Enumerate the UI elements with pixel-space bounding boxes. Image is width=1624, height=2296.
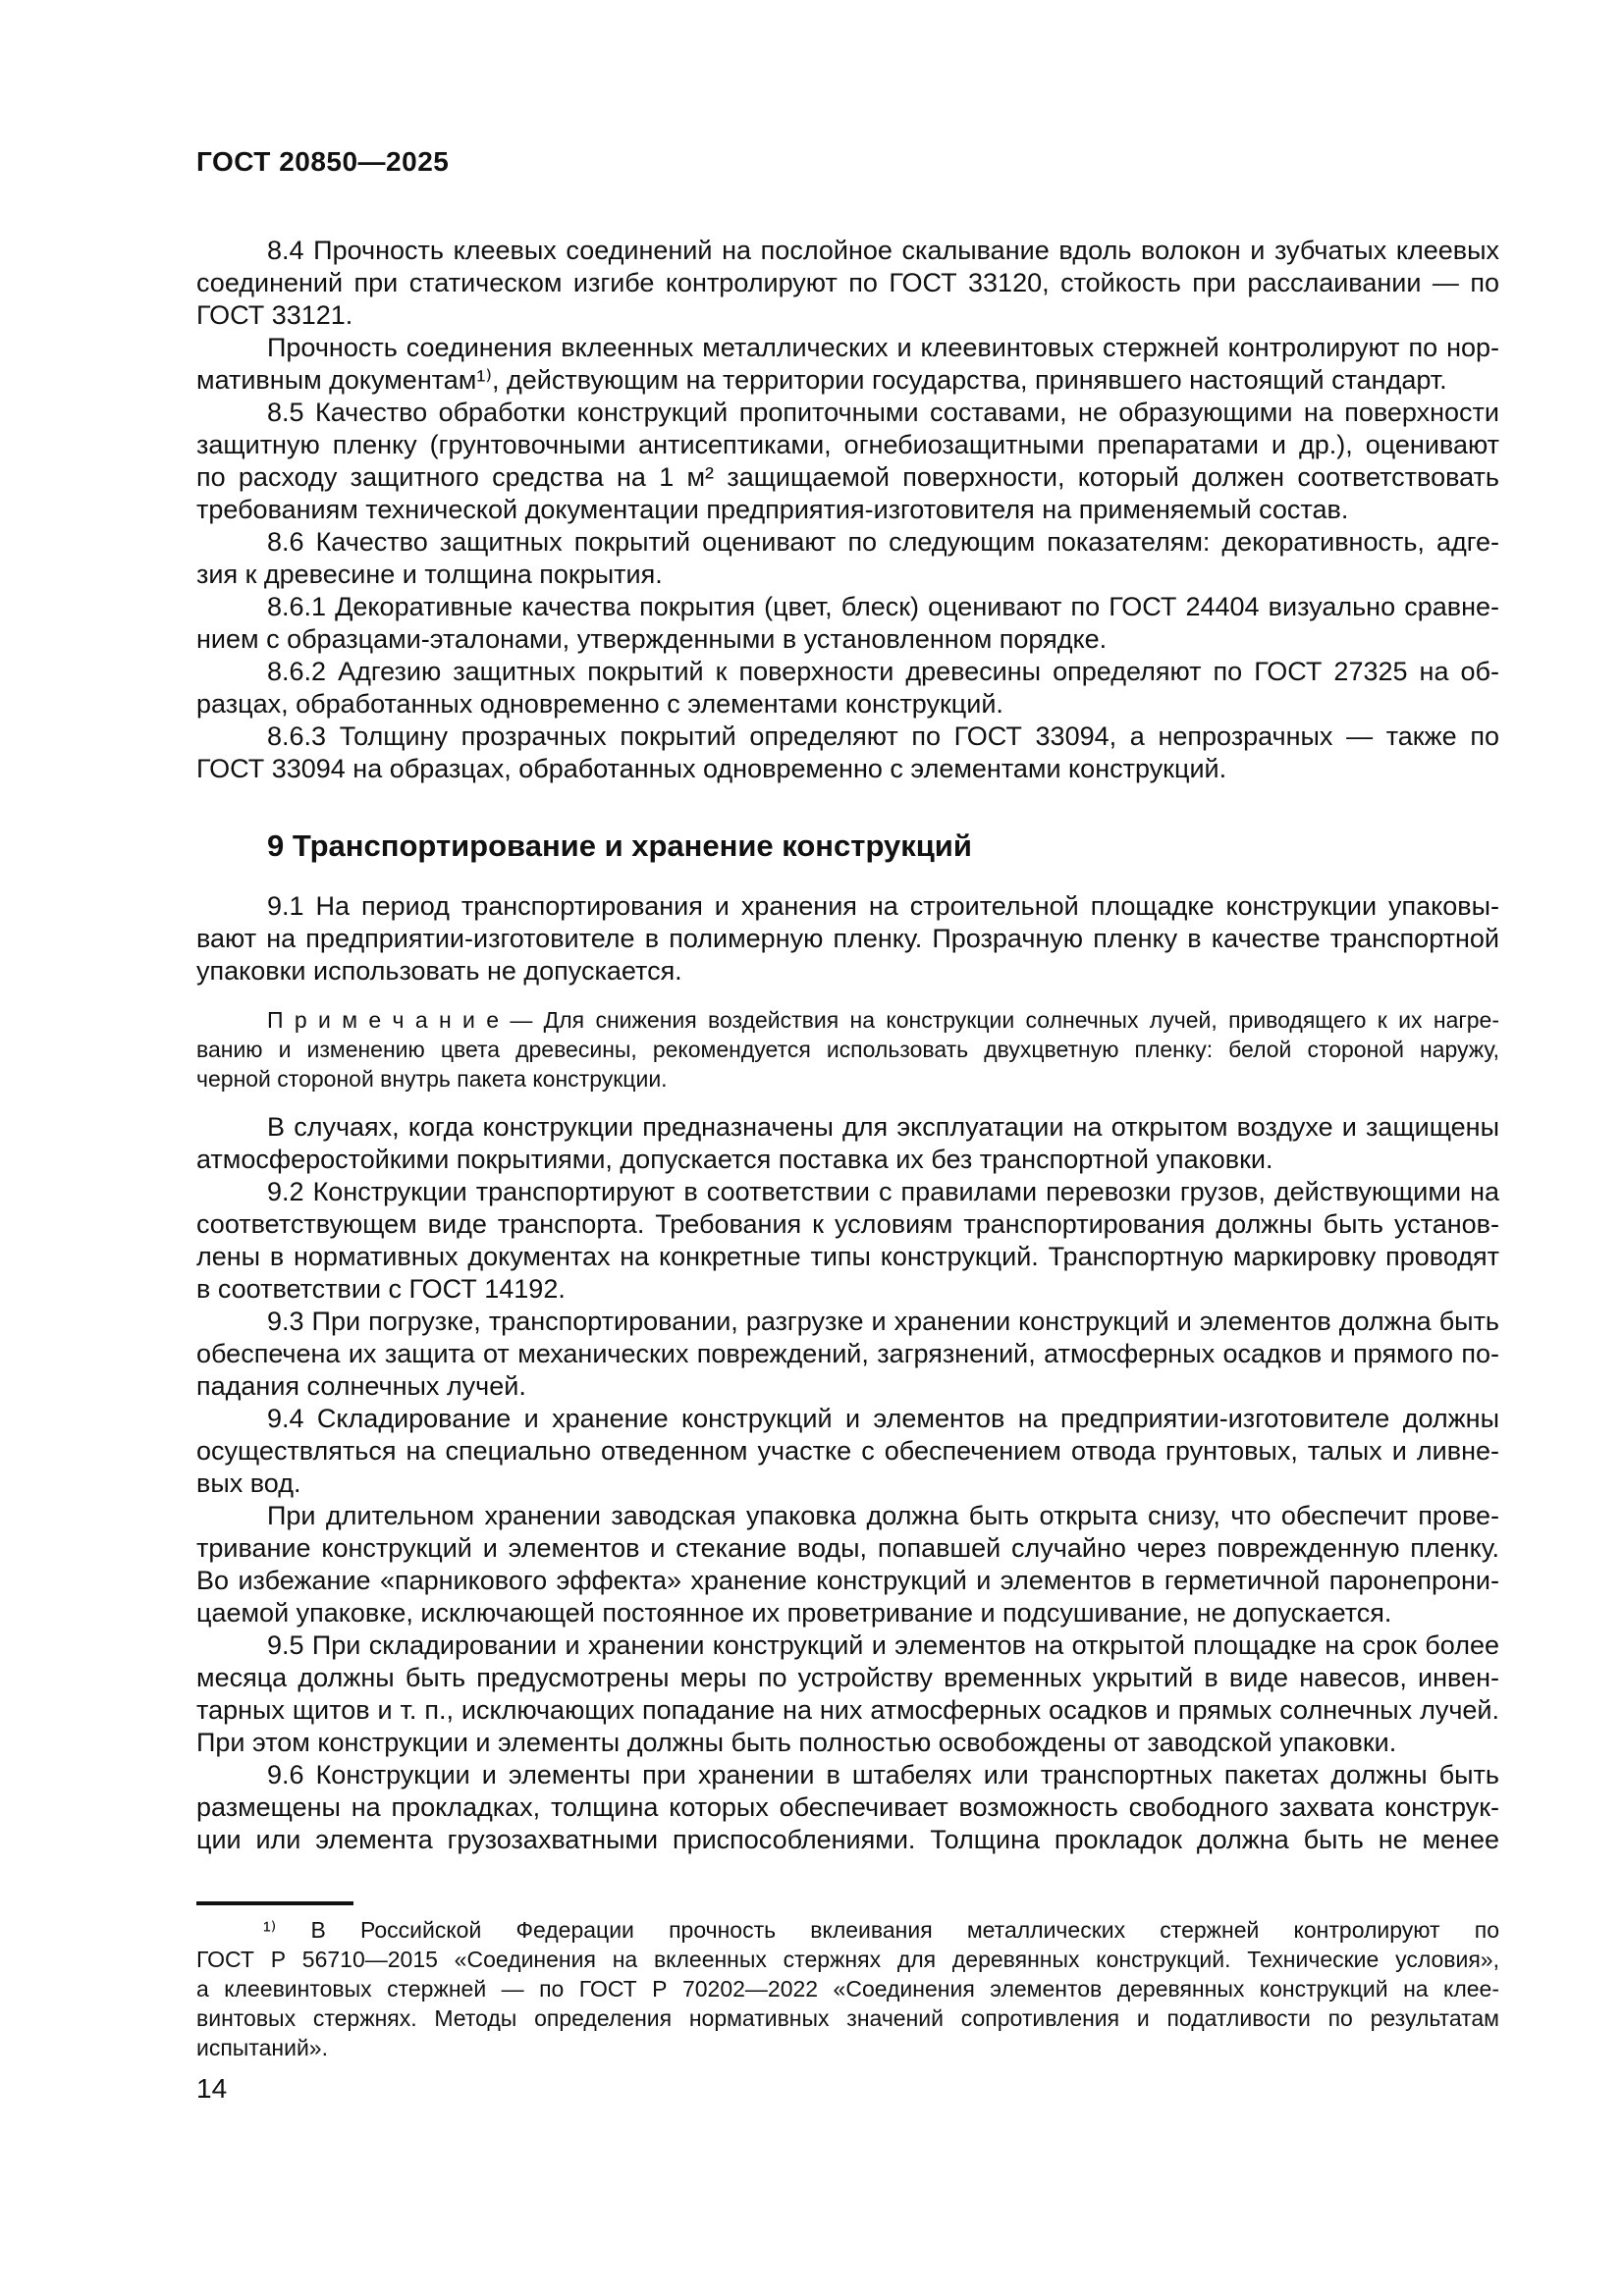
text-line: ГОСТ Р 56710—2015 «Соединения на вклеенных стержнях для деревянных конструкций. Технические условия», xyxy=(196,1947,1499,1972)
paragraph xyxy=(196,235,1499,332)
text-line: требованиям технической документации предприятия-изготовителя на применяемый состав. xyxy=(196,495,1349,524)
text-line: атмосферостойкими покрытиями, допускается поставка их без транспортной упаковки. xyxy=(196,1145,1273,1174)
text-line: ГОСТ 33121. xyxy=(196,300,353,330)
footnote-divider xyxy=(196,1901,353,1905)
paragraph xyxy=(196,1403,1499,1500)
text-line: 8.6 Качество защитных покрытий оценивают по следующим показателям: декоративность, адге- xyxy=(267,527,1499,557)
text-line: нием с образцами-эталонами, утвержденными в установленном порядке. xyxy=(196,624,1108,654)
paragraph xyxy=(196,1176,1499,1306)
paragraph xyxy=(196,1306,1499,1403)
paragraph xyxy=(196,721,1499,785)
text-line: испытаний». xyxy=(196,2035,328,2060)
text-line: ГОСТ 33094 на образцах, обработанных одновременно с элементами конструкций. xyxy=(196,754,1227,783)
text-line: месяца должны быть предусмотрены меры по устройству временных укрытий в виде навесов, инвен- xyxy=(196,1663,1499,1692)
paragraph xyxy=(196,890,1499,988)
text-line: размещены на прокладках, толщина которых обеспечивает возможность свободного захвата конструк- xyxy=(196,1792,1499,1822)
text-line: 9.5 При складировании и хранении конструкций и элементов на открытой площадке на срок более xyxy=(267,1630,1499,1660)
paragraph xyxy=(196,397,1499,526)
text-line: Прочность соединения вклеенных металлических и клеевинтовых стержней контролируют по нор- xyxy=(267,333,1499,362)
text-line: упаковки использовать не допускается. xyxy=(196,956,682,986)
section-heading: 9 Транспортирование и хранение конструкций xyxy=(267,828,972,863)
text-line: ванию и изменению цвета древесины, рекомендуется использовать двухцветную пленку: белой стороной наружу, xyxy=(196,1037,1499,1062)
page-content xyxy=(196,147,1499,2104)
text-line: При длительном хранении заводская упаковка должна быть открыта снизу, что обеспечит прове- xyxy=(267,1501,1499,1530)
text-line: осуществляться на специально отведенном участке с обеспечением отвода грунтовых, талых и ливне- xyxy=(196,1436,1499,1466)
text-line: В случаях, когда конструкции предназначены для эксплуатации на открытом воздухе и защищены xyxy=(267,1112,1499,1142)
text-line: вых вод. xyxy=(196,1468,301,1498)
text-line: П р и м е ч а н и е — Для снижения воздействия на конструкции солнечных лучей, приводящего к их нагре- xyxy=(267,1007,1499,1033)
text-line: 8.5 Качество обработки конструкций пропиточными составами, не образующими на поверхности xyxy=(267,398,1499,427)
text-line: а клеевинтовых стержней — по ГОСТ Р 70202—2022 «Соединения элементов деревянных конструкций на клее- xyxy=(196,1976,1499,2002)
text-line: тривание конструкций и элементов и стекание воды, попавшей случайно через поврежденную пленку. xyxy=(196,1533,1499,1563)
text-line: Во избежание «парникового эффекта» хранение конструкций и элементов в герметичной паронепрони- xyxy=(196,1566,1499,1595)
text-line: ¹⁾ В Российской Федерации прочность вклеивания металлических стержней контролируют по xyxy=(263,1917,1499,1943)
text-line: лены в нормативных документах на конкретные типы конструкций. Транспортную маркировку проводят xyxy=(196,1242,1499,1271)
text-line: ции или элемента грузозахватными приспособлениями. Толщина прокладок должна быть не менее xyxy=(196,1825,1499,1854)
text-line: При этом конструкции и элементы должны быть полностью освобождены от заводской упаковки. xyxy=(196,1728,1397,1757)
text-line: разцах, обработанных одновременно с элементами конструкций. xyxy=(196,689,1003,719)
note-paragraph xyxy=(196,1005,1499,1094)
paragraph xyxy=(196,1500,1499,1629)
text-line: винтовых стержнях. Методы определения нормативных значений сопротивления и податливости по результатам xyxy=(196,2005,1499,2031)
text-line: соединений при статическом изгибе контролируют по ГОСТ 33120, стойкость при расслаивании — по xyxy=(196,268,1499,297)
text-line: 9.6 Конструкции и элементы при хранении в штабелях или транспортных пакетах должны быть xyxy=(267,1760,1499,1789)
paragraph xyxy=(196,332,1499,397)
paragraph xyxy=(196,656,1499,721)
text-line: 8.6.2 Адгезию защитных покрытий к поверхности древесины определяют по ГОСТ 27325 на об- xyxy=(267,657,1499,686)
text-line: 9.3 При погрузке, транспортировании, разгрузке и хранении конструкций и элементов должна быть xyxy=(267,1307,1499,1336)
text-line: черной стороной внутрь пакета конструкции. xyxy=(196,1066,668,1092)
page-number: 14 xyxy=(196,2073,228,2104)
text-line: 8.4 Прочность клеевых соединений на послойное скалывание вдоль волокон и зубчатых клеевых xyxy=(267,236,1499,265)
paragraph xyxy=(196,526,1499,591)
text-line: по расходу защитного средства на 1 м² защищаемой поверхности, который должен соответствовать xyxy=(196,462,1499,492)
text-line: тарных щитов и т. п., исключающих попадание на них атмосферных осадков и прямых солнечных лучей. xyxy=(196,1695,1499,1725)
document-body xyxy=(196,235,1499,1856)
text-line: 8.6.3 Толщину прозрачных покрытий определяют по ГОСТ 33094, а непрозрачных — также по xyxy=(267,721,1499,751)
text-line: обеспечена их защита от механических повреждений, загрязнений, атмосферных осадков и прямого по- xyxy=(196,1339,1499,1368)
text-line: зия к древесине и толщина покрытия. xyxy=(196,560,663,589)
text-line: 9.1 На период транспортирования и хранения на строительной площадке конструкции упаковы- xyxy=(267,891,1499,921)
text-line: 9.4 Складирование и хранение конструкций и элементов на предприятии-изготовителе должны xyxy=(267,1404,1499,1433)
text-line: соответствующем виде транспорта. Требования к условиям транспортирования должны быть установ- xyxy=(196,1209,1499,1239)
text-line: 8.6.1 Декоративные качества покрытия (цвет, блеск) оценивают по ГОСТ 24404 визуально сравне- xyxy=(267,592,1499,621)
text-line: защитную пленку (грунтовочными антисептиками, огнебиозащитными препаратами и др.), оценивают xyxy=(196,430,1499,459)
document-code-header: ГОСТ 20850—2025 xyxy=(196,146,450,177)
text-line: вают на предприятии-изготовителе в полимерную пленку. Прозрачную пленку в качестве транспортной xyxy=(196,924,1499,953)
paragraph xyxy=(196,591,1499,656)
text-line: мативным документам¹⁾, действующим на территории государства, принявшего настоящий стандарт. xyxy=(196,365,1447,395)
text-line: 9.2 Конструкции транспортируют в соответствии с правилами перевозки грузов, действующими на xyxy=(267,1177,1499,1206)
footnote-body xyxy=(196,1915,1499,2062)
footnote-area xyxy=(196,1901,1499,2062)
paragraph xyxy=(196,1759,1499,1856)
paragraph xyxy=(196,1629,1499,1759)
text-line: цаемой упаковке, исключающей постоянное их проветривание и подсушивание, не допускается. xyxy=(196,1598,1392,1628)
text-line: в соответствии с ГОСТ 14192. xyxy=(196,1274,566,1304)
paragraph xyxy=(196,1111,1499,1176)
text-line: падания солнечных лучей. xyxy=(196,1371,526,1401)
